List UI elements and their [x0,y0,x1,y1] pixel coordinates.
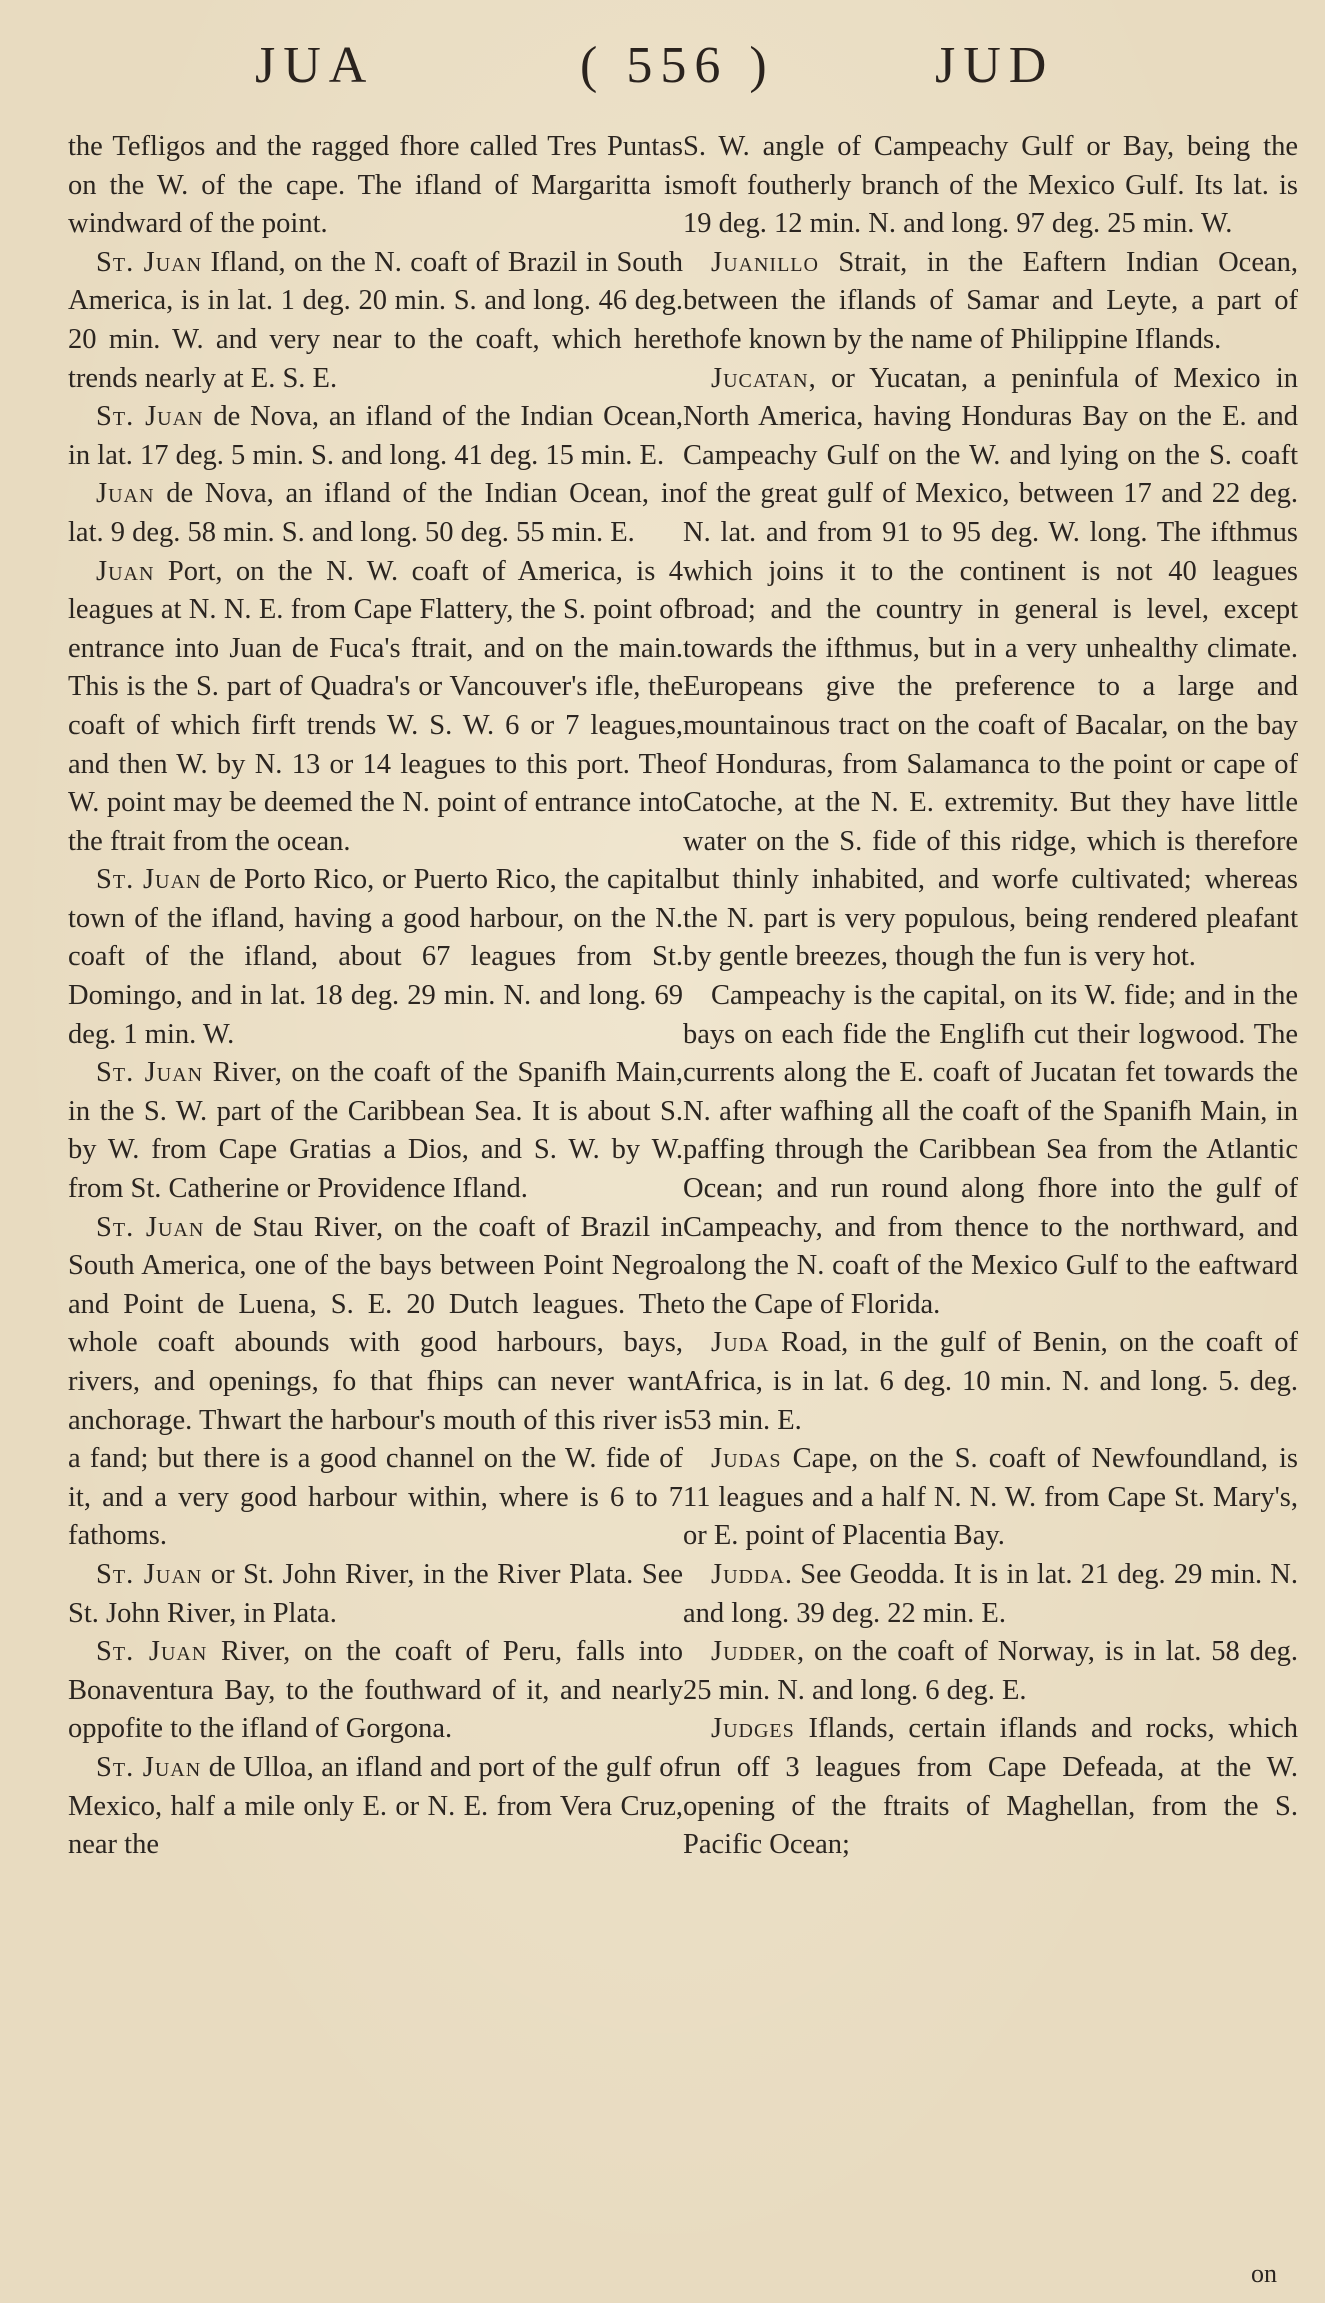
catchword: on [1251,2259,1277,2288]
entry-headword: St. Juan [96,1558,203,1590]
gazetteer-entry: St. Juan Ifland, on the N. coaft of Brazil in South America, is in lat. 1 deg. 20 min. S. and long. 46 deg. 20 min. W. and very near to the coaft, which here trends nearly at E. S. E. [68,246,683,394]
gazetteer-entry: Judder, on the coaft of Norway, is in lat. 58 deg. 25 min. N. and long. 6 deg. E. [683,1636,1298,1706]
entry-headword: Juan [96,478,155,510]
entry-headword: Judges [711,1713,795,1745]
gazetteer-entry: St. Juan River, on the coaft of the Spanifh Main, in the S. W. part of the Caribbean Sea. It is about S. by W. from Cape Gratias a Dios, and S. W. by W. from St. Catherine or Providence Ifland. [68,1057,683,1205]
gazetteer-entry: Judges Iflands, certain iflands and rocks, which run off 3 leagues from Cape Defeada, at the W. opening of the ftraits of Maghellan, from the S. Pacific Ocean; [683,1713,1298,1861]
entry-headword: St. Juan [96,1636,208,1668]
entry-headword: Juda [711,1327,770,1359]
gazetteer-entry: St. Juan de Stau River, on the coaft of Brazil in South America, one of the bays between Point Negro and Point de Luena, S. E. 20 Dutch leagues. The whole coaft abounds with good harbours, bays, rivers, and openings, fo that fhips can never want anchorage. Thwart the harbour's mouth of this river is a fand; but there is a good channel on the W. fide of it, and a very good harbour within, where is 6 to 7 fathoms. [68,1211,683,1552]
gazetteer-entry: Juan Port, on the N. W. coaft of America, is 4 leagues at N. N. E. from Cape Flattery, the S. point of entrance into Juan de Fuca's ftrait, and on the main. This is the S. part of Quadra's or Vancouver's ifle, the coaft of which firft trends W. S. W. 6 or 7 leagues, and then W. by N. 13 or 14 leagues to this port. The W. point may be deemed the N. point of entrance into the ftrait from the ocean. [68,555,683,857]
gazetteer-entry: Juda Road, in the gulf of Benin, on the coaft of Africa, is in lat. 6 deg. 10 min. N. and long. 5. deg. 53 min. E. [683,1327,1298,1436]
gazetteer-entry: Jucatan, or Yucatan, a peninfula of Mexico in North America, having Honduras Bay on the E. and Campeachy Gulf on the W. and lying on the S. coaft of the great gulf of Mexico, between 17 and 22 deg. N. lat. and from 91 to 95 deg. W. long. The ifthmus which joins it to the continent is not 40 leagues broad; and the country in general is level, except towards the ifthmus, but in a very unhealthy climate. Europeans give the preference to a large and mountainous tract on the coaft of Bacalar, on the bay of Honduras, from Salamanca to the point or cape of Catoche, at the N. E. extremity. But they have little water on the S. fide of this ridge, which is therefore but thinly inhabited, and worfe cultivated; whereas the N. part is very populous, being rendered pleafant by gentle breezes, though the fun is very hot. [683,362,1298,973]
gazetteer-entry: Juan de Nova, an ifland of the Indian Ocean, in lat. 9 deg. 58 min. S. and long. 50 deg. 55 min. E. [68,478,683,548]
running-head-right: JUD [935,37,1055,94]
gazetteer-entry: S. W. angle of Campeachy Gulf or Bay, being the moft foutherly branch of the Mexico Gulf. Its lat. is 19 deg. 12 min. N. and long. 97 deg. 25 min. W. [683,131,1298,240]
gazetteer-entry: Judda. See Geodda. It is in lat. 21 deg. 29 min. N. and long. 39 deg. 22 min. E. [683,1558,1298,1629]
gazetteer-entry: Judas Cape, on the S. coaft of Newfoundland, is 11 leagues and a half N. N. W. from Cape St. Mary's, or E. point of Placentia Bay. [683,1443,1298,1552]
page-number: ( 556 ) [580,37,775,94]
gazetteer-entry: St. Juan de Nova, an ifland of the Indian Ocean, in lat. 17 deg. 5 min. S. and long. 41 deg. 15 min. E. [68,401,683,471]
running-head-left: JUA [255,37,375,94]
right-column [683,128,1298,1865]
gazetteer-entry: the Tefligos and the ragged fhore called Tres Puntas on the W. of the cape. The ifland of Margaritta is windward of the point. [68,131,683,240]
entry-headword: St. Juan [96,401,204,433]
entry-headword: St. Juan [96,1751,202,1783]
entry-headword: St. Juan [96,1057,204,1089]
gazetteer-entry: St. Juan de Ulloa, an ifland and port of the gulf of Mexico, half a mile only E. or N. E. from Vera Cruz, near the [68,1751,683,1861]
entry-headword: Judas [711,1443,782,1475]
entry-headword: St. Juan [96,246,203,278]
entry-headword: St. Juan [96,864,202,896]
gazetteer-entry: Campeachy is the capital, on its W. fide; and in the bays on each fide the Englifh cut their logwood. The currents along the E. coaft of Jucatan fet towards the N. after wafhing all the coaft of the Spanifh Main, in paffing through the Caribbean Sea from the Atlantic Ocean; and run round along fhore into the gulf of Campeachy, and from thence to the northward, and along the N. coaft of the Mexico Gulf to the eaftward to the Cape of Florida. [683,980,1298,1320]
left-column [68,128,683,1865]
entry-headword: Juanillo [711,246,819,278]
entry-headword: Jucatan [711,362,809,394]
gazetteer-entry: St. Juan or St. John River, in the River Plata. See St. John River, in Plata. [68,1558,683,1629]
running-head [0,36,1325,106]
gazetteer-entry: St. Juan de Porto Rico, or Puerto Rico, the capital town of the ifland, having a good harbour, on the N. coaft of the ifland, about 67 leagues from St. Domingo, and in lat. 18 deg. 29 min. N. and long. 69 deg. 1 min. W. [68,864,683,1050]
entry-headword: Judda [711,1558,785,1590]
gazetteer-entry: Juanillo Strait, in the Eaftern Indian Ocean, between the iflands of Samar and Leyte, a part of thofe known by the name of Philippine Iflands. [683,246,1298,355]
entry-headword: Juan [96,555,155,587]
entry-headword: St. Juan [96,1211,205,1243]
gazetteer-entry: St. Juan River, on the coaft of Peru, falls into Bonaventura Bay, to the fouthward of it, and nearly oppofite to the ifland of Gorgona. [68,1636,683,1745]
entry-headword: Judder [711,1636,797,1668]
